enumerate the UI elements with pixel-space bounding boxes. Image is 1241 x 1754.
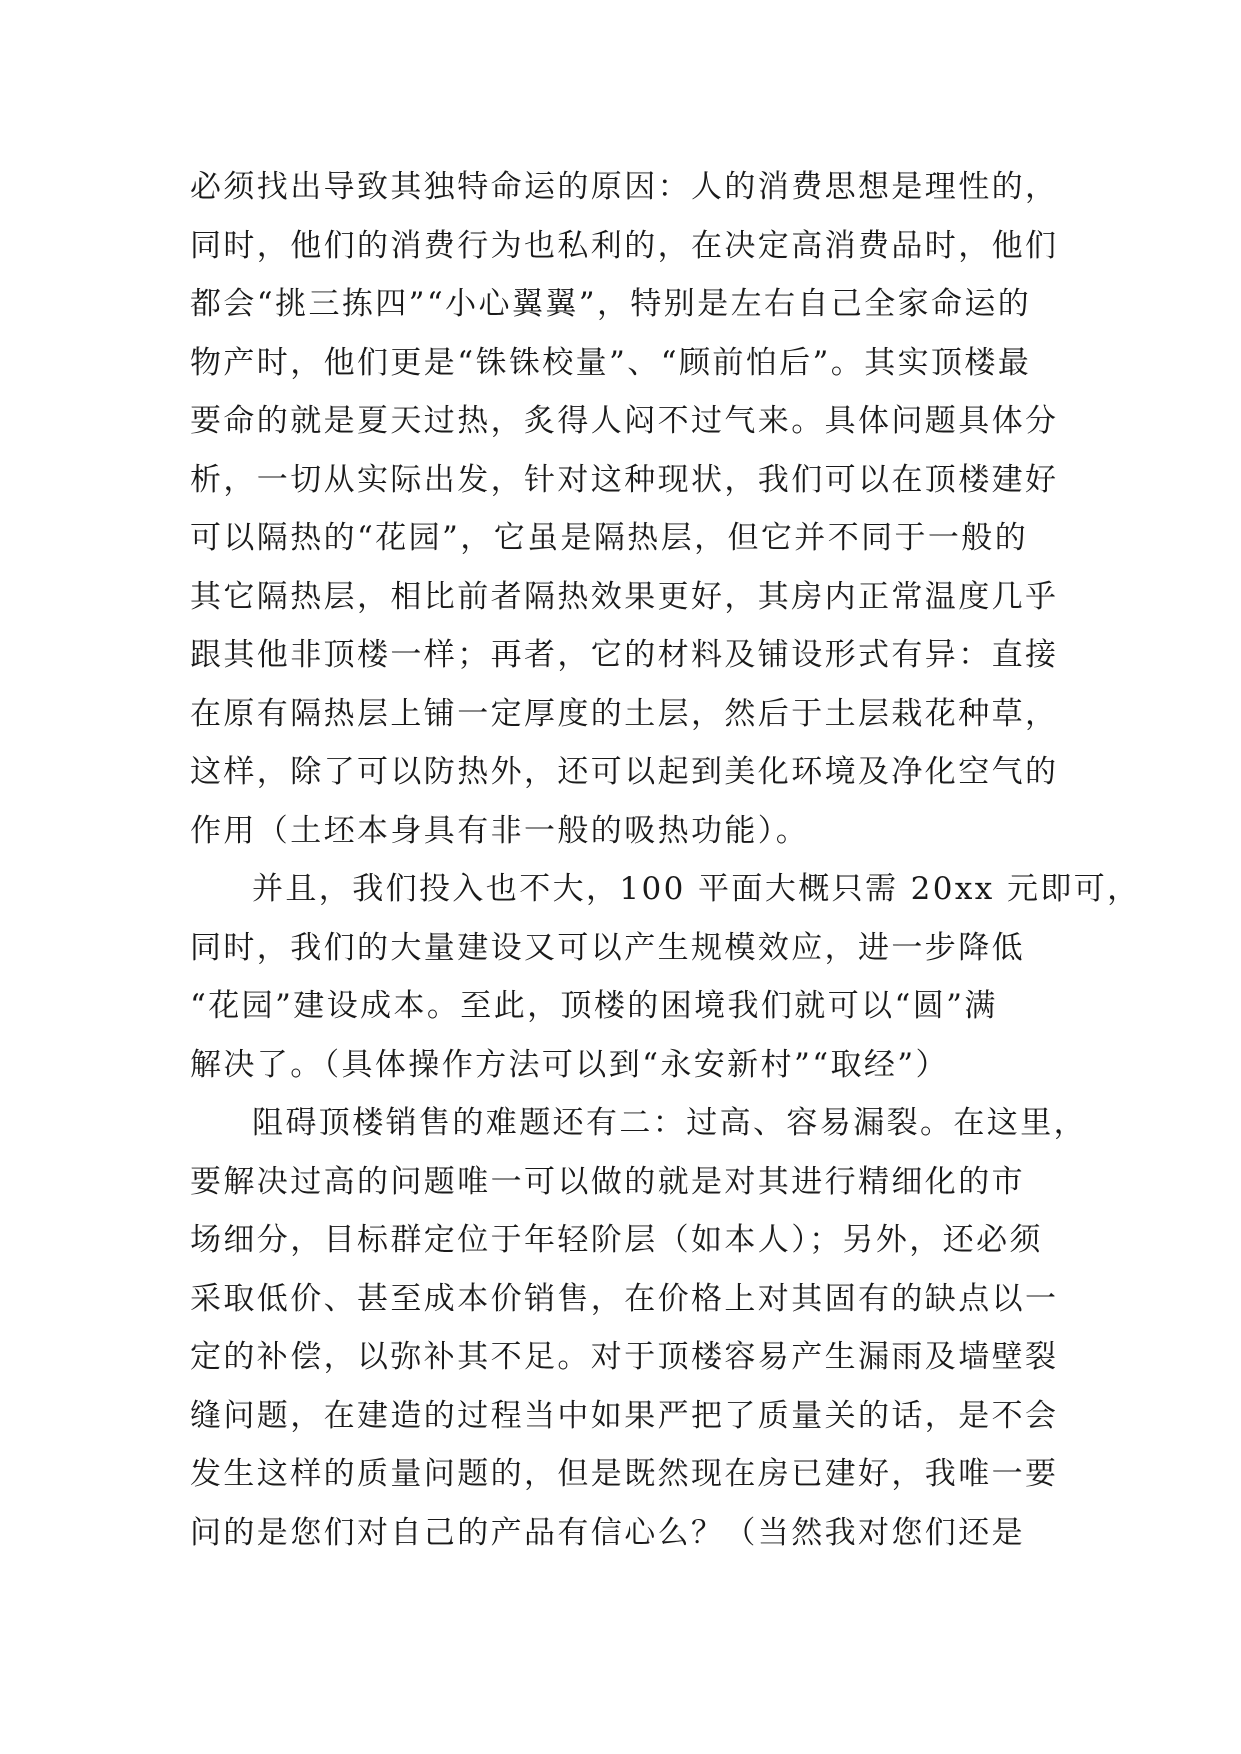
text-line: 必须找出导致其独特命运的原因：人的消费思想是理性的，: [190, 169, 1059, 205]
text-line: 都会“挑三拣四”“小心翼翼”，特别是左右自己全家命运的: [190, 286, 1032, 322]
text-line: 采取低价、甚至成本价销售，在价格上对其固有的缺点以一: [190, 1280, 1059, 1317]
text-line: 问的是您们对自己的产品有信心么？（当然我对您们还是: [190, 1514, 1025, 1551]
text-line: 定的补偿，以弥补其不足。对于顶楼容易产生漏雨及墙壁裂: [190, 1339, 1059, 1375]
text-line: 析，一切从实际出发，针对这种现状，我们可以在顶楼建好: [190, 461, 1059, 498]
text-line: 发生这样的质量问题的，但是既然现在房已建好，我唯一要: [190, 1456, 1059, 1492]
text-line: 缝问题，在建造的过程当中如果严把了质量关的话，是不会: [190, 1397, 1059, 1434]
document-body: [190, 158, 1141, 1562]
text-line: 场细分，目标群定位于年轻阶层（如本人）；另外，还必须: [190, 1222, 1043, 1258]
text-line: 同时，他们的消费行为也私利的，在决定高消费品时，他们: [190, 227, 1059, 264]
text-line: 同时，我们的大量建设又可以产生规模效应，进一步降低: [190, 929, 1025, 966]
text-line: 其它隔热层，相比前者隔热效果更好，其房内正常温度几乎: [190, 578, 1059, 615]
paragraph-1: [190, 158, 1070, 860]
text-line: 作用（土坯本身具有非一般的吸热功能）。: [190, 812, 810, 849]
text-line: 在原有隔热层上铺一定厚度的土层，然后于土层栽花种草，: [190, 695, 1059, 732]
text-line: 解决了。（具体操作方法可以到“永安新村”“取经”）: [190, 1046, 949, 1083]
text-line: “花园”建设成本。至此，顶楼的困境我们就可以“圆”满: [190, 988, 998, 1024]
text-line: 要命的就是夏天过热，炙得人闷不过气来。具体问题具体分: [190, 403, 1059, 439]
paragraph-2: [190, 860, 1141, 1094]
text-line: 要解决过高的问题唯一可以做的就是对其进行精细化的市: [190, 1163, 1025, 1200]
text-line: 阻碍顶楼销售的难题还有二：过高、容易漏裂。在这里，: [252, 1105, 1087, 1141]
text-line: 并且，我们投入也不大，100 平面大概只需 20xx 元即可，: [252, 871, 1141, 907]
paragraph-3: [190, 1094, 1087, 1562]
text-line: 跟其他非顶楼一样；再者，它的材料及铺设形式有异：直接: [190, 637, 1059, 673]
text-line: 可以隔热的“花园”，它虽是隔热层，但它并不同于一般的: [190, 520, 1029, 556]
text-line: 这样，除了可以防热外，还可以起到美化环境及净化空气的: [190, 754, 1059, 790]
text-line: 物产时，他们更是“铢铢校量”、“顾前怕后”。其实顶楼最: [190, 344, 1032, 381]
